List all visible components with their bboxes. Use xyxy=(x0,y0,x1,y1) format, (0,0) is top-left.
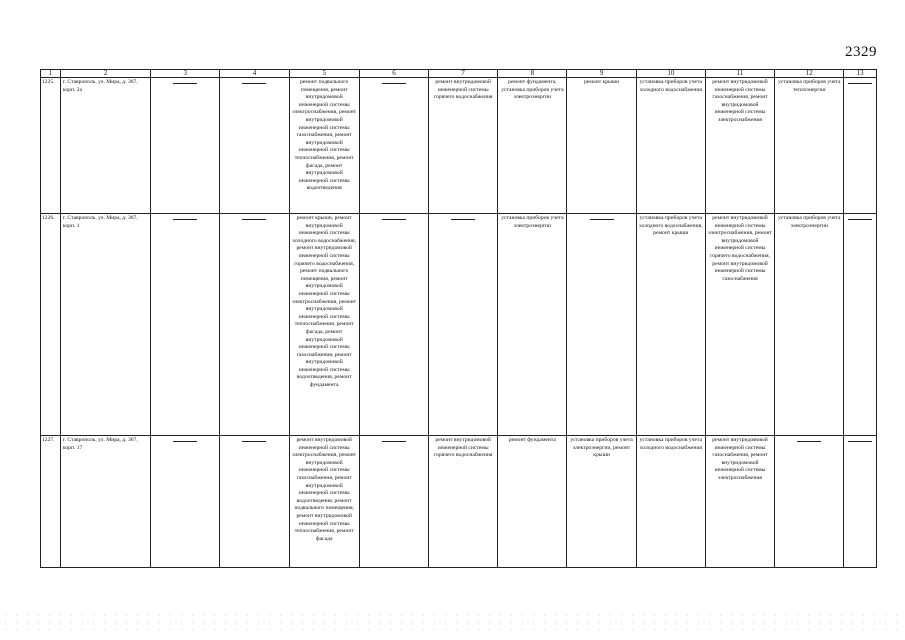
empty-cell xyxy=(151,78,220,214)
works-cell: ремонт фундамента, установка приборов учета электроэнергии xyxy=(498,78,567,214)
empty-cell xyxy=(359,214,428,436)
works-cell: ремонт внутридомовой инженерной системы электроснабжения, ремонт внутридомовой инженерной системы горячего водоснабжения, ремонт внутридомовой инженерной системы газоснабжения xyxy=(705,214,774,436)
empty-cell xyxy=(359,78,428,214)
header-cell-6: 6 xyxy=(359,70,428,78)
empty-cell xyxy=(844,78,877,214)
row-address: г. Ставрополь, ул. Мира, д. 367, корп. 2а xyxy=(60,78,150,214)
works-cell: установка приборов учета теплоэнергии xyxy=(775,78,844,214)
works-cell: ремонт внутридомовой инженерной системы газоснабжения, ремонт внутридомовой инженерной системы электроснабжения xyxy=(705,78,774,214)
repair-schedule-table xyxy=(40,69,877,568)
header-cell-3: 3 xyxy=(151,70,220,78)
row-address: г. Ставрополь, ул. Мира, д. 367, корп. 17 xyxy=(60,436,150,568)
dash-mark xyxy=(797,441,821,442)
header-cell-10: 10 xyxy=(636,70,705,78)
works-cell: установка приборов учета холодного водоснабжения, ремонт крыши xyxy=(636,214,705,436)
empty-cell xyxy=(775,436,844,568)
works-cell: ремонт подвального помещения, ремонт внутридомовой инженерной системы электроснабжения, ремонт внутридомовой инженерной системы газоснабжения, ремонт внутридомовой инженерной системы теплоснабжения, ремонт фасада, ремонт внутридомовой инженерной системы водоотведения xyxy=(289,78,359,214)
empty-cell xyxy=(844,436,877,568)
empty-cell xyxy=(567,214,636,436)
header-cell-13: 13 xyxy=(844,70,877,78)
header-cell-1: 1 xyxy=(41,70,61,78)
header-cell-5: 5 xyxy=(289,70,359,78)
works-cell: установка приборов учета электроэнергии xyxy=(775,214,844,436)
page-number: 2329 xyxy=(845,44,877,60)
dash-mark xyxy=(848,441,872,442)
row-number: 1225. xyxy=(41,78,61,214)
row-number: 1227. xyxy=(41,436,61,568)
dash-mark xyxy=(382,441,406,442)
dash-mark xyxy=(173,83,197,84)
scan-noise xyxy=(0,612,905,632)
works-cell: установка приборов учета холодного водоснабжения xyxy=(636,78,705,214)
table-row xyxy=(41,214,877,436)
header-cell-11: 11 xyxy=(705,70,774,78)
empty-cell xyxy=(844,214,877,436)
works-cell: ремонт внутридомовой инженерной системы горячего водоснабжения xyxy=(429,436,498,568)
dash-mark xyxy=(382,83,406,84)
empty-cell xyxy=(359,436,428,568)
empty-cell xyxy=(220,78,289,214)
works-cell: ремонт крыши, ремонт внутридомовой инженерной системы холодного водоснабжения, ремонт внутридомовой инженерной системы горячего водоснабжения, ремонт подвального помещения, ремонт внутридомовой инженерной системы электроснабжения, ремонт внутридомовой инженерной системы теплоснабжения, ремонт фасада, ремонт внутридомовой инженерной системы газоснабжения, ремонт внутридомовой инженерной системы водоотведения, ремонт фундамента xyxy=(289,214,359,436)
header-cell-12: 12 xyxy=(775,70,844,78)
works-cell: установка приборов учета электроэнергии xyxy=(498,214,567,436)
dash-mark xyxy=(848,83,872,84)
dash-mark xyxy=(451,219,475,220)
dash-mark xyxy=(382,219,406,220)
empty-cell xyxy=(429,214,498,436)
works-cell: ремонт крыши xyxy=(567,78,636,214)
dash-mark xyxy=(848,219,872,220)
dash-mark xyxy=(173,219,197,220)
works-cell: установка приборов учета холодного водоснабжения xyxy=(636,436,705,568)
works-cell: ремонт фундамента xyxy=(498,436,567,568)
works-cell: ремонт внутридомовой инженерной системы горячего водоснабжения xyxy=(429,78,498,214)
empty-cell xyxy=(220,436,289,568)
works-cell: установка приборов учета электроэнергии, ремонт крыши xyxy=(567,436,636,568)
dash-mark xyxy=(173,441,197,442)
header-cell-2: 2 xyxy=(60,70,150,78)
works-cell: ремонт внутридомовой инженерной системы газоснабжения, ремонт внутридомовой инженерной системы электроснабжения xyxy=(705,436,774,568)
works-cell: ремонт внутридомовой инженерной системы электроснабжения, ремонт внутридомовой инженерной системы газоснабжения, ремонт внутридомовой инженерной системы водоотведения, ремонт подвального помещения, ремонт внутридомовой инженерной системы теплоснабжения, ремонт фасада xyxy=(289,436,359,568)
table-row xyxy=(41,78,877,214)
empty-cell xyxy=(220,214,289,436)
dash-mark xyxy=(242,441,266,442)
row-number: 1226. xyxy=(41,214,61,436)
header-cell-4: 4 xyxy=(220,70,289,78)
header-row xyxy=(41,70,877,78)
header-cell-8: 8 xyxy=(498,70,567,78)
header-cell-7: 7 xyxy=(429,70,498,78)
dash-mark xyxy=(590,219,614,220)
empty-cell xyxy=(151,436,220,568)
header-cell-9: 9 xyxy=(567,70,636,78)
dash-mark xyxy=(242,83,266,84)
table-row xyxy=(41,436,877,568)
empty-cell xyxy=(151,214,220,436)
dash-mark xyxy=(242,219,266,220)
row-address: г. Ставрополь, ул. Мира, д. 367, корп. 1 xyxy=(60,214,150,436)
